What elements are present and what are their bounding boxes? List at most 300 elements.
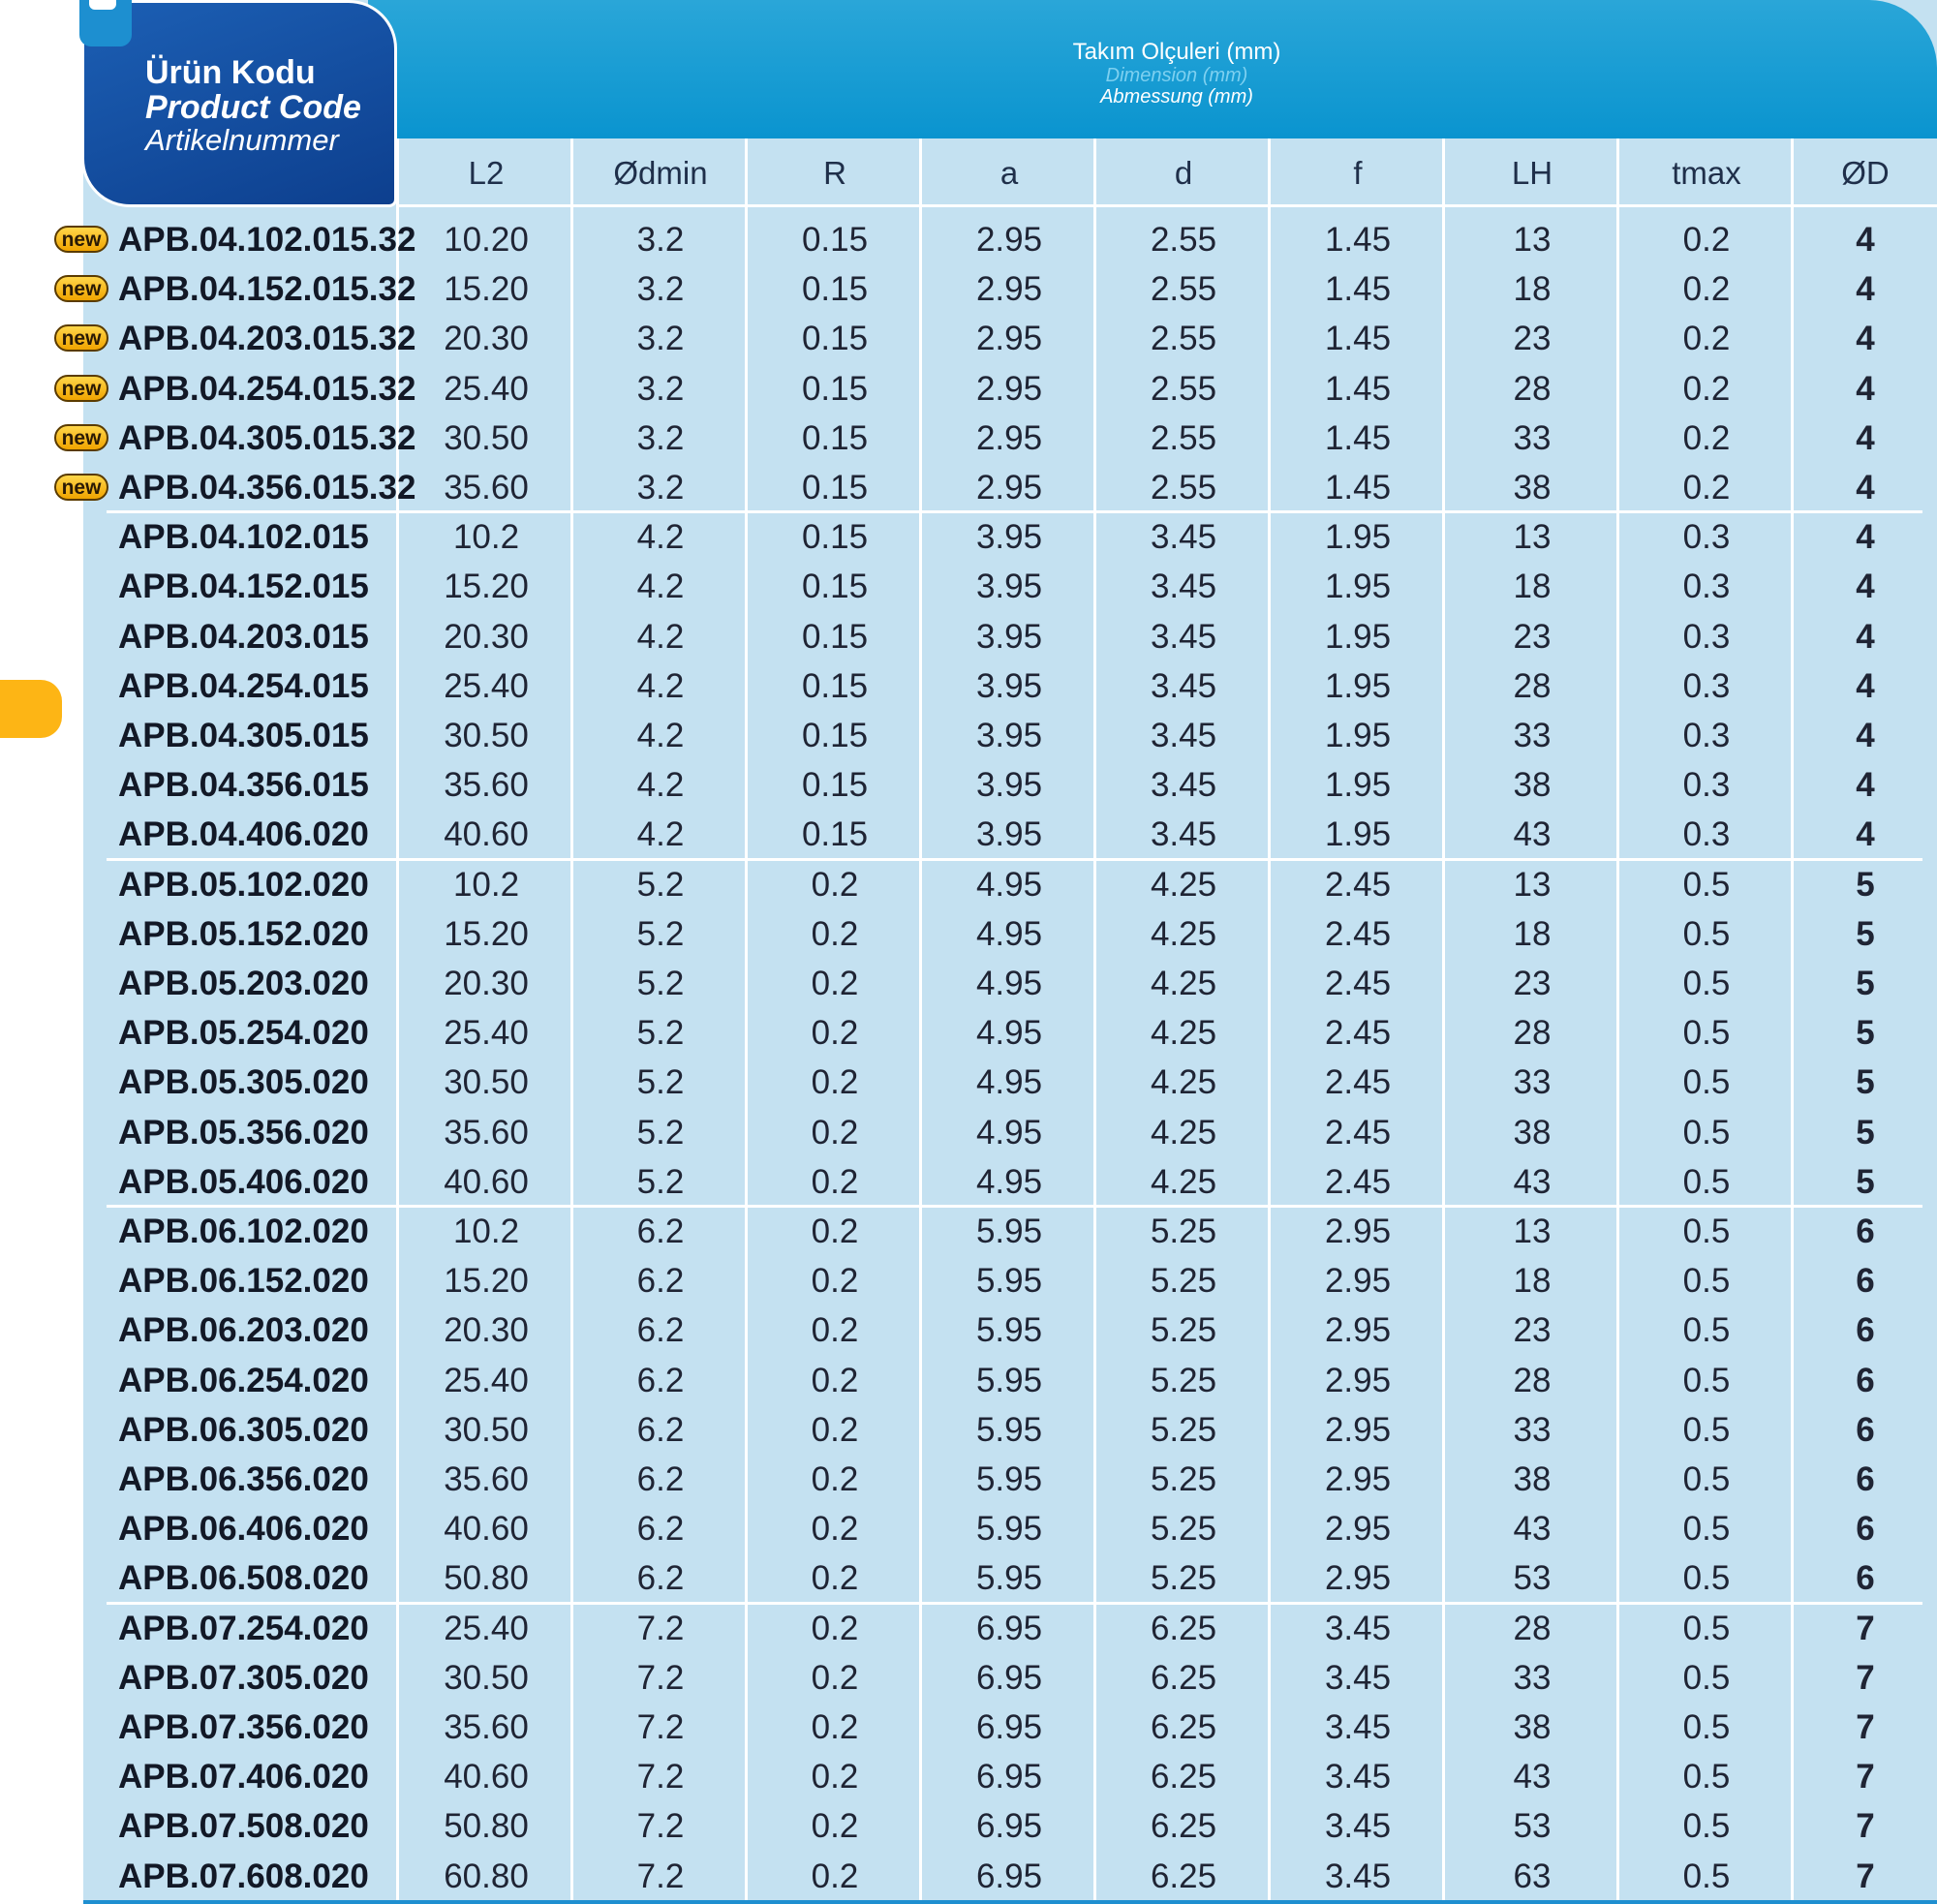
value-cell-d: 6 <box>1856 1362 1875 1399</box>
product-code-label <box>145 56 361 157</box>
value-cell-l2: 30.50 <box>444 717 529 754</box>
value-cell-d: 4 <box>1856 221 1875 259</box>
column-header: tmax <box>1672 155 1741 191</box>
product-code-cell: APB.04.152.015 <box>118 568 369 605</box>
value-cell-d: 3.45 <box>1150 518 1217 556</box>
value-cell-d: 6 <box>1856 1262 1875 1300</box>
value-cell-lh: 28 <box>1513 667 1552 705</box>
value-cell-dmin: 3.2 <box>636 469 685 507</box>
new-badge: new <box>54 375 108 402</box>
product-code-cell: APB.07.305.020 <box>118 1659 369 1697</box>
column-header: R <box>823 155 846 191</box>
dimensions-title-de: Abmessung (mm) <box>1100 86 1253 107</box>
product-code-cell: APB.04.305.015 <box>118 717 369 754</box>
value-cell-d: 3.45 <box>1150 717 1217 754</box>
value-cell-d: 2.55 <box>1150 419 1217 457</box>
value-cell-f: 1.45 <box>1324 221 1392 259</box>
product-code-cell: APB.04.102.015 <box>118 518 369 556</box>
value-cell-a: 3.95 <box>975 766 1043 804</box>
value-cell-d: 6 <box>1856 1559 1875 1597</box>
product-code-cell: APB.04.254.015 <box>118 667 369 705</box>
value-cell-a: 3.95 <box>975 717 1043 754</box>
value-cell-d: 2.55 <box>1150 469 1217 507</box>
value-cell-dmin: 5.2 <box>636 1114 685 1152</box>
value-cell-lh: 63 <box>1513 1858 1552 1895</box>
value-cell-f: 3.45 <box>1324 1659 1392 1697</box>
value-cell-d: 4 <box>1856 667 1875 705</box>
value-cell-d: 4 <box>1856 568 1875 605</box>
value-cell-a: 3.95 <box>975 667 1043 705</box>
value-cell-d: 7 <box>1856 1610 1875 1647</box>
value-cell-d: 7 <box>1856 1858 1875 1895</box>
value-cell-a: 5.95 <box>975 1559 1043 1597</box>
value-cell-r: 0.2 <box>811 1758 859 1796</box>
value-cell-d: 3.45 <box>1150 766 1217 804</box>
column-header: L2 <box>468 155 505 191</box>
value-cell-f: 2.95 <box>1324 1362 1392 1399</box>
column-header: a <box>999 155 1019 191</box>
value-cell-r: 0.15 <box>801 419 869 457</box>
value-cell-a: 6.95 <box>975 1610 1043 1647</box>
value-cell-r: 0.15 <box>801 469 869 507</box>
dimensions-header-title <box>368 41 1937 107</box>
product-code-cell: APB.04.356.015 <box>118 766 369 804</box>
value-cell-d: 4 <box>1856 469 1875 507</box>
product-code-cell: APB.04.406.020 <box>118 815 369 853</box>
value-cell-tmax: 0.5 <box>1682 1311 1731 1349</box>
value-cell-lh: 43 <box>1513 1163 1552 1201</box>
value-cell-dmin: 6.2 <box>636 1510 685 1548</box>
value-cell-dmin: 6.2 <box>636 1460 685 1498</box>
value-cell-a: 2.95 <box>975 320 1043 357</box>
product-code-cell: APB.07.406.020 <box>118 1758 369 1796</box>
value-cell-tmax: 0.2 <box>1682 419 1731 457</box>
value-cell-r: 0.2 <box>811 1213 859 1250</box>
value-cell-lh: 33 <box>1513 1063 1552 1101</box>
value-cell-l2: 35.60 <box>444 1708 529 1746</box>
value-cell-l2: 10.20 <box>444 221 529 259</box>
value-cell-tmax: 0.5 <box>1682 1163 1731 1201</box>
value-cell-d: 4.25 <box>1150 1014 1217 1052</box>
value-cell-r: 0.2 <box>811 1858 859 1895</box>
product-code-cell: APB.07.508.020 <box>118 1807 369 1845</box>
value-cell-l2: 15.20 <box>444 1262 529 1300</box>
value-cell-r: 0.2 <box>811 1163 859 1201</box>
value-cell-a: 2.95 <box>975 270 1043 308</box>
value-cell-lh: 38 <box>1513 766 1552 804</box>
value-cell-lh: 23 <box>1513 1311 1552 1349</box>
value-cell-dmin: 5.2 <box>636 915 685 953</box>
value-cell-r: 0.2 <box>811 915 859 953</box>
value-cell-tmax: 0.5 <box>1682 1213 1731 1250</box>
value-cell-lh: 43 <box>1513 1758 1552 1796</box>
value-cell-d: 6 <box>1856 1411 1875 1449</box>
value-cell-a: 3.95 <box>975 568 1043 605</box>
value-cell-a: 6.95 <box>975 1758 1043 1796</box>
value-cell-d: 6.25 <box>1150 1758 1217 1796</box>
value-cell-tmax: 0.5 <box>1682 1510 1731 1548</box>
value-cell-f: 1.45 <box>1324 320 1392 357</box>
value-cell-l2: 40.60 <box>444 1758 529 1796</box>
value-cell-d: 5.25 <box>1150 1362 1217 1399</box>
value-cell-f: 2.45 <box>1324 866 1392 904</box>
value-cell-f: 3.45 <box>1324 1858 1392 1895</box>
value-cell-d: 6.25 <box>1150 1659 1217 1697</box>
value-cell-l2: 10.2 <box>452 518 520 556</box>
product-code-cell: APB.06.203.020 <box>118 1311 369 1349</box>
value-cell-d: 5 <box>1856 965 1875 1002</box>
value-cell-tmax: 0.3 <box>1682 568 1731 605</box>
value-cell-r: 0.15 <box>801 667 869 705</box>
value-cell-tmax: 0.5 <box>1682 1063 1731 1101</box>
product-code-cell: APB.04.152.015.32 <box>118 270 416 308</box>
value-cell-dmin: 4.2 <box>636 618 685 656</box>
value-cell-r: 0.15 <box>801 568 869 605</box>
value-cell-tmax: 0.2 <box>1682 221 1731 259</box>
value-cell-tmax: 0.3 <box>1682 667 1731 705</box>
value-cell-r: 0.2 <box>811 1807 859 1845</box>
value-cell-r: 0.2 <box>811 1510 859 1548</box>
value-cell-l2: 25.40 <box>444 370 529 408</box>
value-cell-lh: 33 <box>1513 1659 1552 1697</box>
value-cell-d: 5.25 <box>1150 1213 1217 1250</box>
value-cell-dmin: 3.2 <box>636 370 685 408</box>
value-cell-a: 5.95 <box>975 1311 1043 1349</box>
product-code-cell: APB.05.203.020 <box>118 965 369 1002</box>
value-cell-d: 7 <box>1856 1758 1875 1796</box>
side-index-tab[interactable] <box>0 680 62 738</box>
value-cell-r: 0.2 <box>811 1708 859 1746</box>
new-badge: new <box>54 424 108 451</box>
value-cell-f: 3.45 <box>1324 1610 1392 1647</box>
value-cell-r: 0.2 <box>811 965 859 1002</box>
value-cell-tmax: 0.3 <box>1682 815 1731 853</box>
value-cell-l2: 25.40 <box>444 1014 529 1052</box>
value-cell-r: 0.2 <box>811 1063 859 1101</box>
value-cell-lh: 13 <box>1513 518 1552 556</box>
value-cell-f: 1.45 <box>1324 370 1392 408</box>
value-cell-r: 0.2 <box>811 1114 859 1152</box>
product-code-cell: APB.06.508.020 <box>118 1559 369 1597</box>
value-cell-tmax: 0.5 <box>1682 1014 1731 1052</box>
value-cell-l2: 20.30 <box>444 618 529 656</box>
value-cell-a: 3.95 <box>975 815 1043 853</box>
value-cell-d: 3.45 <box>1150 618 1217 656</box>
value-cell-tmax: 0.2 <box>1682 469 1731 507</box>
product-code-cell: APB.06.254.020 <box>118 1362 369 1399</box>
value-cell-dmin: 7.2 <box>636 1659 685 1697</box>
product-code-cell: APB.05.102.020 <box>118 866 369 904</box>
product-code-cell: APB.05.406.020 <box>118 1163 369 1201</box>
value-cell-a: 4.95 <box>975 866 1043 904</box>
value-cell-d: 3.45 <box>1150 667 1217 705</box>
value-cell-tmax: 0.5 <box>1682 1659 1731 1697</box>
product-code-cell: APB.06.305.020 <box>118 1411 369 1449</box>
value-cell-d: 7 <box>1856 1807 1875 1845</box>
value-cell-lh: 13 <box>1513 1213 1552 1250</box>
value-cell-d: 4.25 <box>1150 1063 1217 1101</box>
value-cell-d: 2.55 <box>1150 221 1217 259</box>
value-cell-dmin: 5.2 <box>636 1014 685 1052</box>
value-cell-l2: 35.60 <box>444 766 529 804</box>
dimensions-title-en: Dimension (mm) <box>1105 65 1248 86</box>
value-cell-a: 2.95 <box>975 221 1043 259</box>
value-cell-dmin: 6.2 <box>636 1559 685 1597</box>
value-cell-tmax: 0.5 <box>1682 1460 1731 1498</box>
value-cell-d: 6.25 <box>1150 1807 1217 1845</box>
value-cell-d: 4 <box>1856 717 1875 754</box>
value-cell-r: 0.2 <box>811 1659 859 1697</box>
value-cell-lh: 18 <box>1513 568 1552 605</box>
value-cell-lh: 43 <box>1513 1510 1552 1548</box>
value-cell-r: 0.2 <box>811 1362 859 1399</box>
value-cell-lh: 38 <box>1513 1114 1552 1152</box>
value-cell-lh: 23 <box>1513 965 1552 1002</box>
value-cell-d: 5 <box>1856 1063 1875 1101</box>
value-cell-l2: 15.20 <box>444 915 529 953</box>
product-code-cell: APB.05.254.020 <box>118 1014 369 1052</box>
value-cell-tmax: 0.5 <box>1682 1807 1731 1845</box>
value-cell-d: 5 <box>1856 1114 1875 1152</box>
value-cell-f: 2.45 <box>1324 1014 1392 1052</box>
value-cell-d: 6 <box>1856 1510 1875 1548</box>
value-cell-d: 7 <box>1856 1659 1875 1697</box>
value-cell-d: 4 <box>1856 815 1875 853</box>
value-cell-a: 6.95 <box>975 1708 1043 1746</box>
value-cell-dmin: 4.2 <box>636 815 685 853</box>
value-cell-d: 6.25 <box>1150 1708 1217 1746</box>
value-cell-tmax: 0.5 <box>1682 1411 1731 1449</box>
value-cell-f: 2.45 <box>1324 915 1392 953</box>
product-code-tr: Ürün Kodu <box>145 54 316 91</box>
value-cell-l2: 35.60 <box>444 1114 529 1152</box>
value-cell-r: 0.2 <box>811 1460 859 1498</box>
value-cell-dmin: 7.2 <box>636 1807 685 1845</box>
value-cell-d: 6 <box>1856 1460 1875 1498</box>
header-separator <box>399 204 1937 207</box>
value-cell-a: 2.95 <box>975 419 1043 457</box>
value-cell-d: 4 <box>1856 618 1875 656</box>
value-cell-a: 4.95 <box>975 915 1043 953</box>
value-cell-r: 0.2 <box>811 1411 859 1449</box>
value-cell-f: 2.95 <box>1324 1460 1392 1498</box>
value-cell-r: 0.2 <box>811 1559 859 1597</box>
value-cell-f: 1.45 <box>1324 419 1392 457</box>
value-cell-dmin: 7.2 <box>636 1858 685 1895</box>
header-tab-notch-inner <box>89 0 116 10</box>
value-cell-a: 4.95 <box>975 1114 1043 1152</box>
value-cell-d: 5 <box>1856 915 1875 953</box>
value-cell-f: 1.45 <box>1324 270 1392 308</box>
value-cell-r: 0.2 <box>811 1311 859 1349</box>
value-cell-f: 3.45 <box>1324 1758 1392 1796</box>
value-cell-f: 1.95 <box>1324 618 1392 656</box>
value-cell-a: 2.95 <box>975 370 1043 408</box>
value-cell-d: 4 <box>1856 320 1875 357</box>
value-cell-a: 5.95 <box>975 1510 1043 1548</box>
value-cell-tmax: 0.5 <box>1682 915 1731 953</box>
value-cell-r: 0.15 <box>801 717 869 754</box>
value-cell-d: 4.25 <box>1150 866 1217 904</box>
product-code-cell: APB.06.406.020 <box>118 1510 369 1548</box>
value-cell-f: 2.45 <box>1324 1163 1392 1201</box>
product-code-cell: APB.07.608.020 <box>118 1858 369 1895</box>
product-code-cell: APB.04.203.015 <box>118 618 369 656</box>
value-cell-lh: 28 <box>1513 1362 1552 1399</box>
value-cell-r: 0.2 <box>811 1014 859 1052</box>
value-cell-lh: 13 <box>1513 221 1552 259</box>
value-cell-dmin: 6.2 <box>636 1311 685 1349</box>
value-cell-dmin: 5.2 <box>636 866 685 904</box>
value-cell-d: 4 <box>1856 270 1875 308</box>
value-cell-d: 4 <box>1856 766 1875 804</box>
value-cell-f: 2.95 <box>1324 1213 1392 1250</box>
column-header: d <box>1174 155 1193 191</box>
value-cell-r: 0.15 <box>801 270 869 308</box>
value-cell-f: 3.45 <box>1324 1807 1392 1845</box>
value-cell-tmax: 0.2 <box>1682 370 1731 408</box>
value-cell-lh: 23 <box>1513 618 1552 656</box>
value-cell-r: 0.15 <box>801 221 869 259</box>
value-cell-a: 5.95 <box>975 1362 1043 1399</box>
value-cell-d: 4.25 <box>1150 1114 1217 1152</box>
new-badge: new <box>54 226 108 253</box>
value-cell-a: 5.95 <box>975 1262 1043 1300</box>
value-cell-dmin: 7.2 <box>636 1708 685 1746</box>
value-cell-tmax: 0.3 <box>1682 717 1731 754</box>
product-code-en: Product Code <box>145 88 361 126</box>
value-cell-l2: 25.40 <box>444 1610 529 1647</box>
value-cell-lh: 13 <box>1513 866 1552 904</box>
new-badge: new <box>54 324 108 352</box>
value-cell-r: 0.15 <box>801 766 869 804</box>
product-code-cell: APB.07.356.020 <box>118 1708 369 1746</box>
value-cell-dmin: 4.2 <box>636 717 685 754</box>
value-cell-tmax: 0.5 <box>1682 965 1731 1002</box>
product-code-cell: APB.04.305.015.32 <box>118 419 416 457</box>
value-cell-l2: 35.60 <box>444 1460 529 1498</box>
value-cell-a: 3.95 <box>975 618 1043 656</box>
value-cell-lh: 18 <box>1513 915 1552 953</box>
value-cell-d: 4.25 <box>1150 965 1217 1002</box>
value-cell-a: 3.95 <box>975 518 1043 556</box>
product-code-cell: APB.06.102.020 <box>118 1213 369 1250</box>
value-cell-l2: 10.2 <box>452 1213 520 1250</box>
value-cell-d: 6.25 <box>1150 1610 1217 1647</box>
value-cell-d: 5.25 <box>1150 1262 1217 1300</box>
value-cell-f: 2.95 <box>1324 1311 1392 1349</box>
product-code-cell: APB.07.254.020 <box>118 1610 369 1647</box>
value-cell-d: 5.25 <box>1150 1510 1217 1548</box>
value-cell-f: 1.95 <box>1324 815 1392 853</box>
value-cell-dmin: 5.2 <box>636 1163 685 1201</box>
value-cell-d: 3.45 <box>1150 568 1217 605</box>
value-cell-a: 4.95 <box>975 965 1043 1002</box>
value-cell-f: 1.95 <box>1324 518 1392 556</box>
value-cell-tmax: 0.2 <box>1682 270 1731 308</box>
value-cell-d: 2.55 <box>1150 370 1217 408</box>
value-cell-d: 4 <box>1856 518 1875 556</box>
value-cell-l2: 40.60 <box>444 815 529 853</box>
value-cell-l2: 15.20 <box>444 568 529 605</box>
value-cell-l2: 60.80 <box>444 1858 529 1895</box>
value-cell-a: 5.95 <box>975 1460 1043 1498</box>
value-cell-d: 6.25 <box>1150 1858 1217 1895</box>
value-cell-a: 4.95 <box>975 1163 1043 1201</box>
value-cell-f: 2.95 <box>1324 1510 1392 1548</box>
value-cell-l2: 20.30 <box>444 1311 529 1349</box>
value-cell-a: 4.95 <box>975 1014 1043 1052</box>
value-cell-dmin: 7.2 <box>636 1758 685 1796</box>
value-cell-d: 4 <box>1856 419 1875 457</box>
value-cell-f: 1.45 <box>1324 469 1392 507</box>
value-cell-dmin: 4.2 <box>636 667 685 705</box>
column-header: f <box>1353 155 1363 191</box>
value-cell-a: 4.95 <box>975 1063 1043 1101</box>
value-cell-lh: 33 <box>1513 717 1552 754</box>
value-cell-f: 1.95 <box>1324 568 1392 605</box>
value-cell-a: 2.95 <box>975 469 1043 507</box>
value-cell-a: 6.95 <box>975 1807 1043 1845</box>
value-cell-l2: 30.50 <box>444 1411 529 1449</box>
value-cell-dmin: 4.2 <box>636 518 685 556</box>
value-cell-tmax: 0.5 <box>1682 1114 1731 1152</box>
value-cell-dmin: 5.2 <box>636 965 685 1002</box>
value-cell-d: 4.25 <box>1150 915 1217 953</box>
value-cell-tmax: 0.3 <box>1682 518 1731 556</box>
value-cell-dmin: 3.2 <box>636 419 685 457</box>
value-cell-l2: 20.30 <box>444 320 529 357</box>
value-cell-d: 2.55 <box>1150 320 1217 357</box>
value-cell-lh: 28 <box>1513 1014 1552 1052</box>
value-cell-tmax: 0.5 <box>1682 866 1731 904</box>
product-code-cell: APB.04.203.015.32 <box>118 320 416 357</box>
value-cell-d: 3.45 <box>1150 815 1217 853</box>
bottom-rule <box>83 1900 1937 1904</box>
value-cell-f: 2.45 <box>1324 965 1392 1002</box>
value-cell-tmax: 0.5 <box>1682 1610 1731 1647</box>
value-cell-l2: 40.60 <box>444 1510 529 1548</box>
value-cell-dmin: 5.2 <box>636 1063 685 1101</box>
value-cell-dmin: 6.2 <box>636 1213 685 1250</box>
value-cell-lh: 38 <box>1513 469 1552 507</box>
value-cell-a: 6.95 <box>975 1858 1043 1895</box>
value-cell-lh: 18 <box>1513 1262 1552 1300</box>
product-code-cell: APB.05.305.020 <box>118 1063 369 1101</box>
value-cell-tmax: 0.5 <box>1682 1559 1731 1597</box>
value-cell-r: 0.15 <box>801 370 869 408</box>
product-code-cell: APB.04.356.015.32 <box>118 469 416 507</box>
value-cell-tmax: 0.5 <box>1682 1362 1731 1399</box>
value-cell-lh: 43 <box>1513 815 1552 853</box>
value-cell-d: 4.25 <box>1150 1163 1217 1201</box>
value-cell-tmax: 0.3 <box>1682 618 1731 656</box>
value-cell-f: 2.95 <box>1324 1559 1392 1597</box>
value-cell-f: 1.95 <box>1324 667 1392 705</box>
value-cell-r: 0.2 <box>811 866 859 904</box>
value-cell-tmax: 0.5 <box>1682 1708 1731 1746</box>
value-cell-lh: 53 <box>1513 1559 1552 1597</box>
value-cell-d: 5 <box>1856 866 1875 904</box>
product-code-de: Artikelnummer <box>145 123 339 158</box>
value-cell-tmax: 0.5 <box>1682 1262 1731 1300</box>
value-cell-d: 6 <box>1856 1213 1875 1250</box>
value-cell-a: 6.95 <box>975 1659 1043 1697</box>
product-code-cell: APB.05.152.020 <box>118 915 369 953</box>
value-cell-lh: 28 <box>1513 370 1552 408</box>
value-cell-l2: 25.40 <box>444 1362 529 1399</box>
column-header: ØD <box>1841 155 1890 191</box>
